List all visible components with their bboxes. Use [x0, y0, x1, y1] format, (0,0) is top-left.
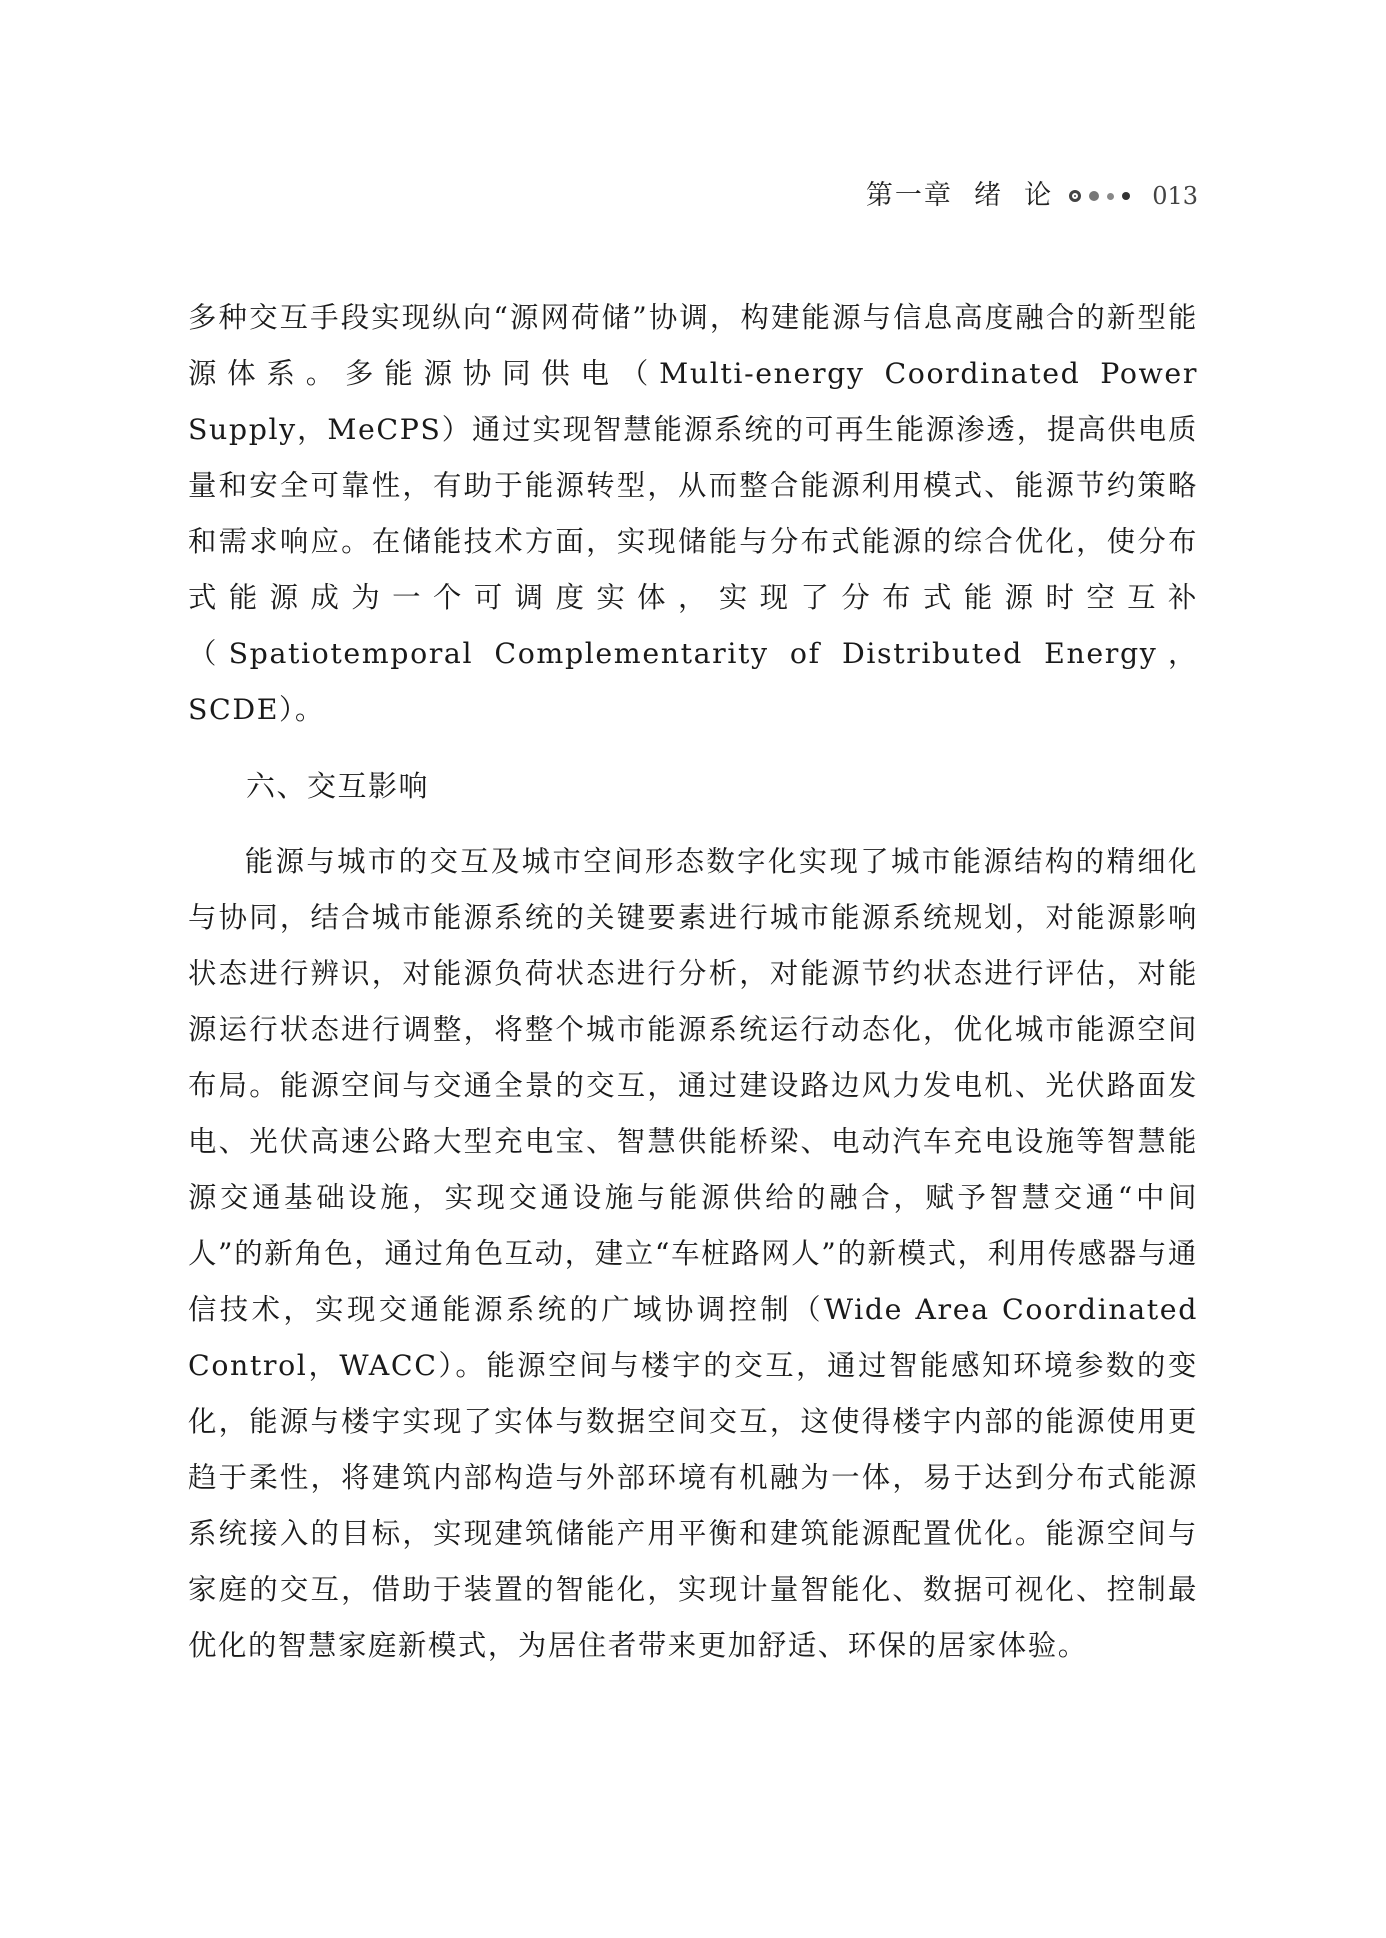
- section-heading: 六、交互影响: [246, 769, 430, 803]
- chapter-title: 第一章 绪 论: [865, 180, 1054, 211]
- paragraph-continued: 多种交互手段实现纵向“源网荷储”协调，构建能源与信息高度融合的新型能源体系。多能源协同供电（Multi-energy Coordinated Power Supply，MeCPS）通过实现智慧能源系统的可再生能源渗透，提高供电质量和安全可靠性，有助于能源转型，从而整合能源利用模式、能源节约策略和需求响应。在储能技术方面，实现储能与分布式能源的综合优化，使分布式能源成为一个可调度实体，实现了分布式能源时空互补（Spatiotemporal Complementarity of Distributed Energy，SCDE）。: [188, 301, 1198, 726]
- ring-dot-icon: [1069, 190, 1081, 202]
- page-number: 013: [1152, 182, 1198, 210]
- dot-icon: [1107, 193, 1114, 200]
- body-text: [188, 290, 1198, 1674]
- dot-icon: [1122, 192, 1130, 200]
- dot-icon: [1089, 191, 1099, 201]
- decorative-dots-icon: [1069, 190, 1130, 202]
- running-header: [866, 176, 1198, 216]
- paragraph: 能源与城市的交互及城市空间形态数字化实现了城市能源结构的精细化与协同，结合城市能源系统的关键要素进行城市能源系统规划，对能源影响状态进行辨识，对能源负荷状态进行分析，对能源节约状态进行评估，对能源运行状态进行调整，将整个城市能源系统运行动态化，优化城市能源空间布局。能源空间与交通全景的交互，通过建设路边风力发电机、光伏路面发电、光伏高速公路大型充电宝、智慧供能桥梁、电动汽车充电设施等智慧能源交通基础设施，实现交通设施与能源供给的融合，赋予智慧交通“中间人”的新角色，通过角色互动，建立“车桩路网人”的新模式，利用传感器与通信技术，实现交通能源系统的广域协调控制（Wide Area Coordinated Control，WACC）。能源空间与楼宇的交互，通过智能感知环境参数的变化，能源与楼宇实现了实体与数据空间交互，这使得楼宇内部的能源使用更趋于柔性，将建筑内部构造与外部环境有机融为一体，易于达到分布式能源系统接入的目标，实现建筑储能产用平衡和建筑能源配置优化。能源空间与家庭的交互，借助于装置的智能化，实现计量智能化、数据可视化、控制最优化的智慧家庭新模式，为居住者带来更加舒适、环保的居家体验。: [188, 845, 1198, 1662]
